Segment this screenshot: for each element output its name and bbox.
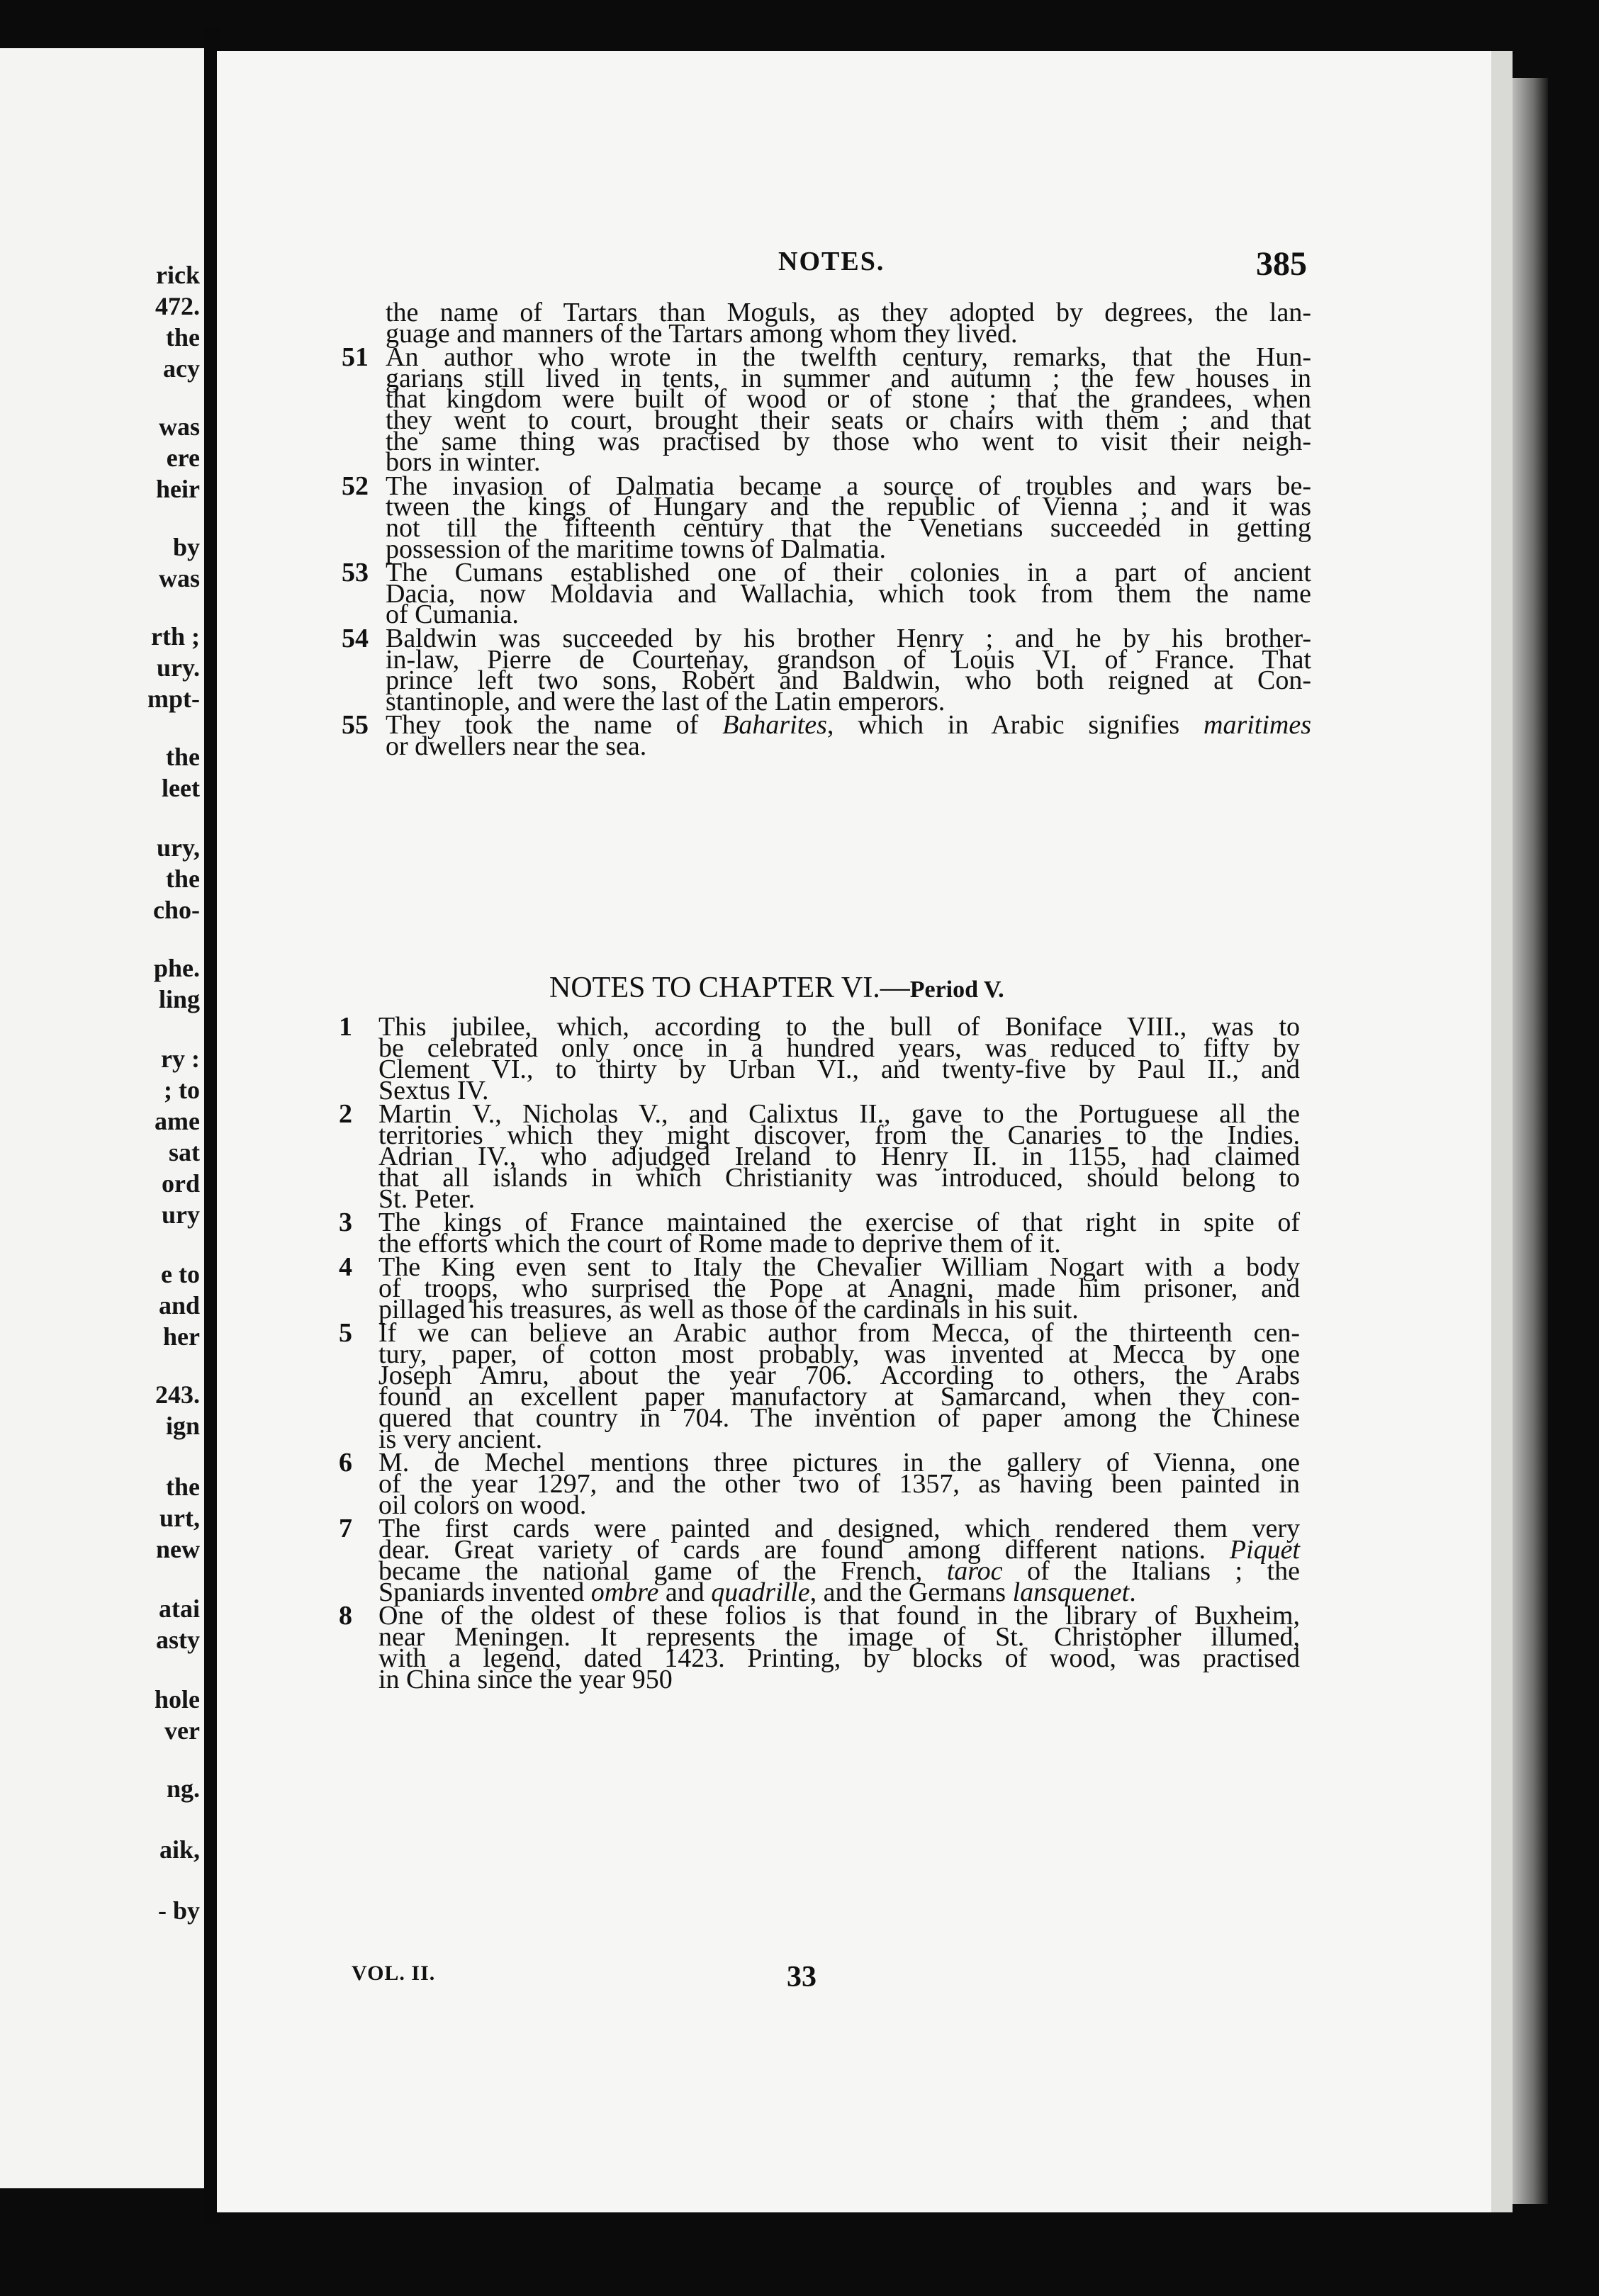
- note-text-line: quered that country in 704. The invention of paper among the Chinese: [378, 1403, 1300, 1433]
- note-text-line: pillaged his treasures, as well as those of the cardinals in his suit.: [378, 1295, 1079, 1324]
- left-page-fragment-text: rick: [156, 261, 200, 289]
- note-text-line: Martin V., Nicholas V., and Calixtus II., gave to the Portuguese all the: [378, 1099, 1300, 1129]
- left-page-fragment-text: leet: [162, 774, 200, 802]
- note-number: 52: [342, 471, 369, 501]
- left-page-fragment-text: ere: [166, 444, 200, 472]
- note-text-line: of the year 1297, and the other two of 1357, as having been painted in: [378, 1469, 1300, 1499]
- note-text-line: found an excellent paper manufactory at Samarcand, when they con-: [378, 1382, 1300, 1412]
- note-text-line: The Cumans established one of their colonies in a part of ancient: [386, 558, 1311, 588]
- note-text-line: They took the name of Baharites, which in Arabic signifies maritimes: [386, 710, 1311, 741]
- note-text-line: One of the oldest of these folios is that found in the library of Buxheim,: [378, 1601, 1300, 1631]
- left-page-fragment-text: aik,: [159, 1835, 200, 1864]
- note-text-line: guage and manners of the Tartars among whom they lived.: [386, 318, 1018, 349]
- left-page-fragment-text: ry :: [161, 1045, 200, 1073]
- left-page-fragment-text: ury,: [156, 833, 200, 862]
- note-text-line: the efforts which the court of Rome made to deprive them of it.: [378, 1229, 1061, 1259]
- note-number: 54: [342, 624, 369, 653]
- left-page-fragment-text: and: [158, 1291, 200, 1319]
- note-number: 53: [342, 558, 369, 588]
- note-number: 51: [342, 342, 369, 373]
- note-text-line: Joseph Amru, about the year 706. According to others, the Arabs: [378, 1361, 1300, 1390]
- note-text-line: became the national game of the French, taroc of the Italians ; the: [378, 1556, 1300, 1586]
- note-number: 7: [339, 1514, 352, 1543]
- left-page-fragment-text: ord: [162, 1169, 200, 1198]
- note-text-line: with a legend, dated 1423. Printing, by blocks of wood, was practised: [378, 1643, 1300, 1673]
- note-number: 1: [339, 1012, 352, 1042]
- left-page-fragment-text: ; to: [164, 1076, 200, 1104]
- note-text-line: or dwellers near the sea.: [386, 731, 647, 761]
- note-text-line: possession of the maritime towns of Dalmatia.: [386, 534, 887, 564]
- left-page-fragment-text: acy: [163, 354, 200, 383]
- note-number: 6: [339, 1448, 352, 1478]
- left-page-fragment-text: atai: [159, 1594, 200, 1623]
- left-page-fragment-text: urt,: [159, 1504, 200, 1532]
- note-text-line: Clement VI., to thirty by Urban VI., and twenty-five by Paul II., and: [378, 1054, 1300, 1084]
- note-text-line: bors in winter.: [386, 447, 541, 478]
- left-page-fragment-text: mpt-: [147, 685, 200, 713]
- page-edge: [1513, 78, 1548, 2204]
- note-text-line: garians still lived in tents, in summer and autumn ; the few houses in: [386, 363, 1311, 393]
- running-head: NOTES.: [778, 247, 885, 276]
- note-number: 8: [339, 1601, 352, 1631]
- chapter-heading: [549, 971, 1004, 1005]
- note-text-line: This jubilee, which, according to the bull of Boniface VIII., was to: [378, 1012, 1300, 1042]
- note-text-line: the same thing was practised by those who went to visit their neigh-: [386, 426, 1311, 456]
- left-page-fragment-text: was: [158, 564, 200, 592]
- note-text-line: near Meningen. It represents the image of St. Christopher illumed,: [378, 1622, 1300, 1652]
- note-text-line: not till the fifteenth century that the Venetians succeeded in getting: [386, 513, 1311, 543]
- note-number: 3: [339, 1208, 352, 1237]
- left-page-fragment-text: - by: [157, 1896, 200, 1925]
- left-page-fragment-text: ling: [158, 985, 200, 1013]
- note-text-line: Baldwin was succeeded by his brother Henry ; and he by his brother-: [386, 624, 1311, 653]
- footer-volume: VOL. II.: [352, 1962, 436, 1985]
- left-page-text-fragments: [0, 48, 204, 2188]
- note-text-line: The King even sent to Italy the Chevalier William Nogart with a body: [378, 1252, 1300, 1282]
- note-text-line: dear. Great variety of cards are found among different nations. Piquet: [378, 1535, 1300, 1565]
- left-page-fragment-text: ame: [155, 1107, 200, 1135]
- note-text-line: the name of Tartars than Moguls, as they adopted by degrees, the lan-: [386, 298, 1311, 327]
- note-text-line: Spaniards invented ombre and quadrille, and the Germans lansquenet.: [378, 1577, 1136, 1607]
- note-number: 2: [339, 1099, 352, 1129]
- left-page-fragment-text: e to: [161, 1260, 200, 1288]
- footer-signature: 33: [787, 1961, 817, 1993]
- left-page-fragment-text: ver: [164, 1716, 200, 1745]
- left-page-fragment-text: sat: [169, 1138, 200, 1166]
- note-text-line: tury, paper, of cotton most probably, was invented at Mecca by one: [378, 1339, 1300, 1369]
- note-text-line: If we can believe an Arabic author from Mecca, of the thirteenth cen-: [378, 1318, 1300, 1348]
- note-text-line: territories which they might discover, from the Canaries to the Indies.: [378, 1120, 1300, 1150]
- page-number: 385: [1256, 245, 1307, 283]
- left-page-fragment-text: by: [172, 533, 200, 561]
- left-page-fragment-text: rth ;: [151, 622, 200, 651]
- left-page-fragment-text: 243.: [155, 1380, 200, 1409]
- left-page-fragment-text: the: [166, 743, 200, 771]
- note-text-line: be celebrated only once in a hundred years, was reduced to fifty by: [378, 1033, 1300, 1063]
- left-page-fragment-text: ng.: [166, 1774, 200, 1803]
- note-number: 55: [342, 710, 369, 741]
- note-text-line: is very ancient.: [378, 1424, 543, 1454]
- left-page-fragment-text: phe.: [153, 954, 200, 982]
- note-text-line: Adrian IV., who adjudged Ireland to Henry II. in 1155, had claimed: [378, 1142, 1300, 1171]
- note-text-line: in-law, Pierre de Courtenay, grandson of Louis VI. of France. That: [386, 644, 1311, 675]
- left-page-fragment-text: ign: [165, 1412, 200, 1440]
- left-page-fragment-text: heir: [156, 475, 200, 503]
- left-page-fragment-text: the: [166, 323, 200, 351]
- note-text-line: The invasion of Dalmatia became a source of troubles and wars be-: [386, 471, 1311, 501]
- left-page-fragment-text: was: [158, 412, 200, 441]
- note-text-line: oil colors on wood.: [378, 1490, 587, 1520]
- note-text-line: of troops, who surprised the Pope at Anagni, made him prisoner, and: [378, 1273, 1300, 1303]
- note-text-line: The first cards were painted and designed, which rendered them very: [378, 1514, 1300, 1543]
- left-page-fragment: [0, 48, 204, 2188]
- note-number: 4: [339, 1252, 352, 1282]
- note-text-line: tween the kings of Hungary and the republic of Vienna ; and it was: [386, 492, 1311, 522]
- left-page-fragment-text: her: [163, 1322, 200, 1351]
- note-text-line: in China since the year 950: [378, 1665, 673, 1694]
- left-page-fragment-text: hole: [154, 1685, 200, 1713]
- note-text-line: An author who wrote in the twelfth century, remarks, that the Hun-: [386, 342, 1311, 373]
- note-text-line: that kingdom were built of wood or of stone ; that the grandees, when: [386, 384, 1311, 415]
- left-page-fragment-text: the: [166, 865, 200, 893]
- note-text-line: The kings of France maintained the exercise of that right in spite of: [378, 1208, 1300, 1237]
- note-text-line: St. Peter.: [378, 1184, 476, 1214]
- left-page-fragment-text: new: [156, 1535, 200, 1563]
- note-text-line: of Cumania.: [386, 600, 519, 630]
- chapter-heading-main: NOTES TO CHAPTER VI.—: [549, 972, 910, 1004]
- note-number: 5: [339, 1318, 352, 1348]
- left-page-fragment-text: cho-: [153, 896, 200, 924]
- note-text-line: that all islands in which Christianity was introduced, should belong to: [378, 1163, 1300, 1193]
- left-page-fragment-text: asty: [156, 1626, 200, 1654]
- left-page-fragment-text: the: [166, 1473, 200, 1501]
- note-text-line: prince left two sons, Robert and Baldwin, who both reigned at Con-: [386, 665, 1311, 696]
- note-text-line: stantinople, and were the last of the Latin emperors.: [386, 686, 946, 716]
- chapter-heading-period: Period V.: [909, 977, 1004, 1003]
- left-page-fragment-text: 472.: [155, 292, 200, 320]
- left-page-fragment-text: ury: [162, 1200, 200, 1229]
- note-text-line: they went to court, brought their seats or chairs with them ; and that: [386, 405, 1311, 435]
- note-text-line: M. de Mechel mentions three pictures in the gallery of Vienna, one: [378, 1448, 1300, 1478]
- note-text-line: Sextus IV.: [378, 1076, 489, 1105]
- left-page-fragment-text: ury.: [156, 653, 200, 682]
- note-text-line: Dacia, now Moldavia and Wallachia, which took from them the name: [386, 578, 1311, 609]
